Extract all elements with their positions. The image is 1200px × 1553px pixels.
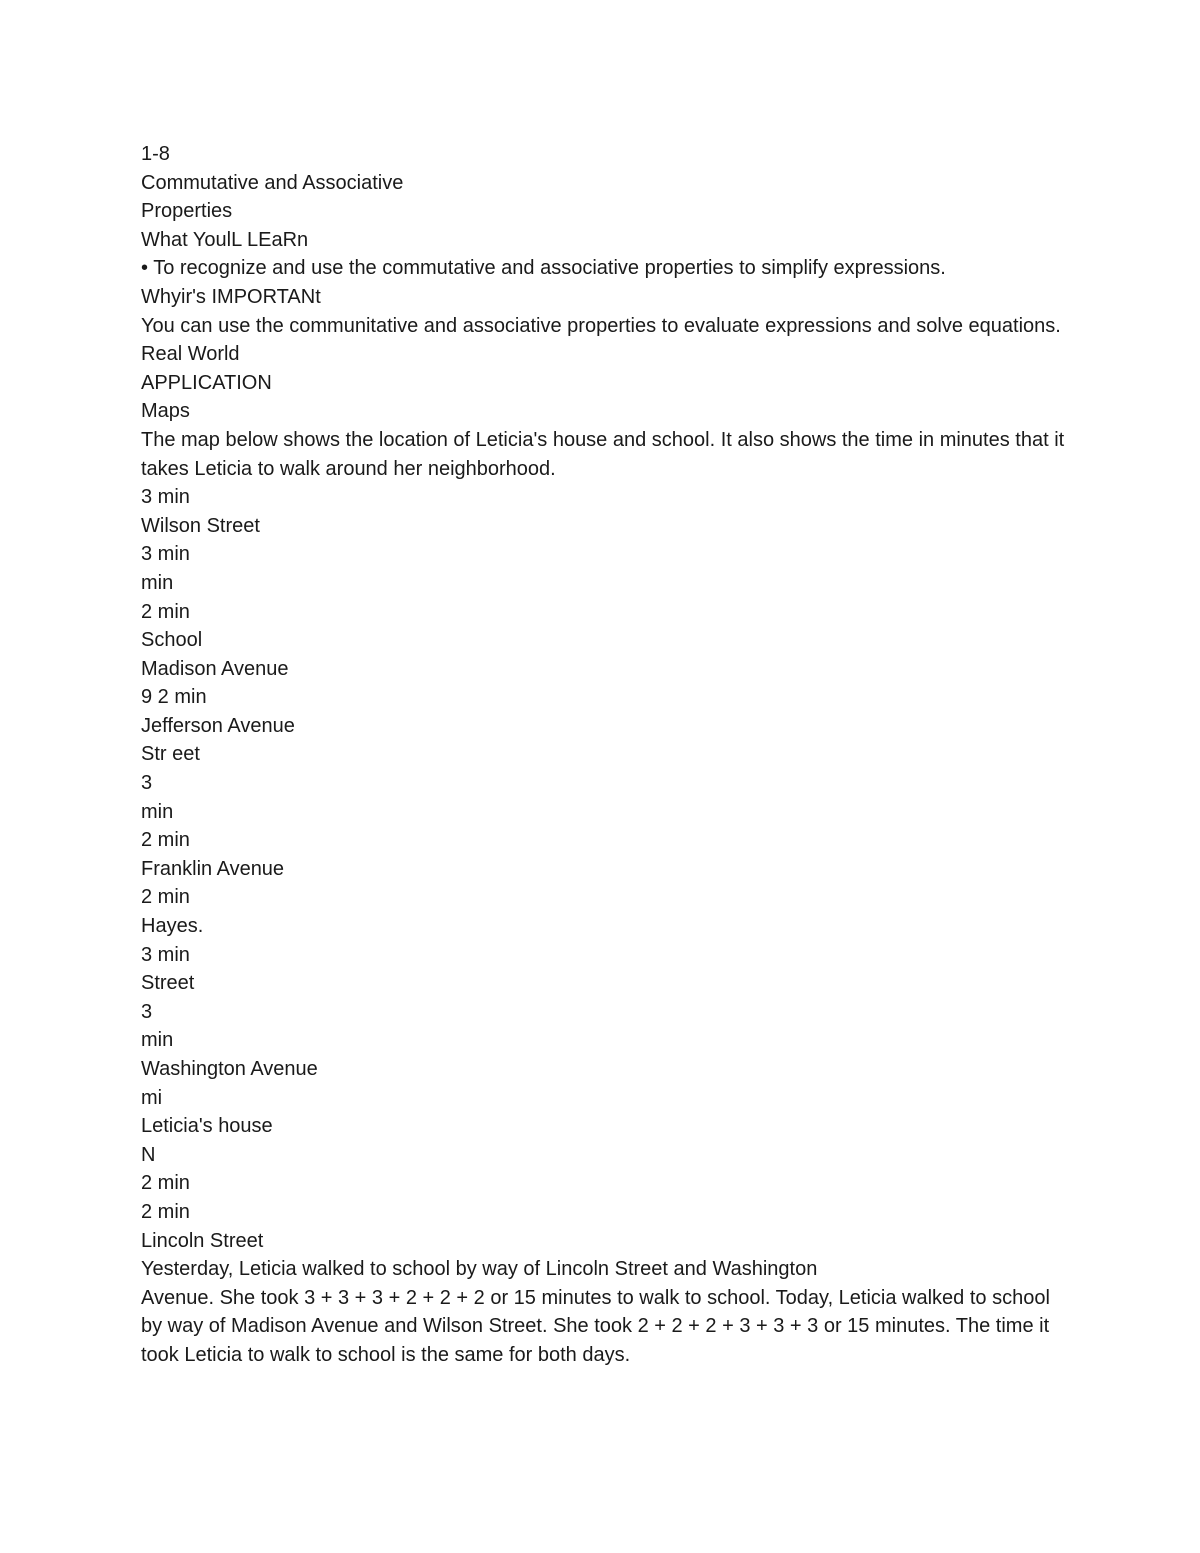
map-label: min: [141, 800, 174, 823]
yesterday-text-line: Yesterday, Leticia walked to school by way of Lincoln Street and Washington: [141, 1258, 818, 1281]
why-important-text: You can use the communitative and associative properties to evaluate expressions and solve equations.: [141, 314, 1061, 337]
map-label: 2 min: [141, 1172, 190, 1195]
lesson-number: 1-8: [141, 143, 170, 165]
map-label: Str eet: [141, 743, 200, 766]
map-label: Street: [141, 972, 195, 995]
closing-paragraph: Avenue. She took 3 + 3 + 3 + 2 + 2 + 2 or 15 minutes to walk to school. Today, Leticia walked to school by way of Madison Avenue and Wilson Street. She took 2 + 2 + 2 + 3 + 3 + 3 or 15 minutes. The time it took Leticia to walk to school is the same for both days.: [141, 1286, 1050, 1366]
map-label: N: [141, 1143, 156, 1166]
map-label: 2 min: [141, 829, 190, 852]
map-label: min: [141, 1029, 174, 1052]
map-label: Franklin Avenue: [141, 857, 285, 880]
application-label: APPLICATION: [141, 371, 272, 394]
map-label: mi: [141, 1086, 163, 1109]
maps-label: Maps: [141, 400, 190, 423]
map-label: 2 min: [141, 886, 190, 909]
map-label: 2 min: [141, 1200, 190, 1223]
map-label: Hayes.: [141, 915, 204, 938]
map-label: Jefferson Avenue: [141, 714, 295, 737]
map-intro-text: The map below shows the location of Leticia's house and school. It also shows the time in minutes that it takes Leticia to walk around her neighborhood.: [141, 428, 1065, 480]
map-label: 3 min: [141, 543, 190, 566]
learning-objective: • To recognize and use the commutative and associative properties to simplify expressions.: [141, 257, 946, 280]
map-label: 9 2 min: [141, 686, 207, 709]
lesson-title-line-1: Commutative and Associative: [141, 171, 404, 194]
map-label: Leticia's house: [141, 1115, 273, 1138]
lesson-title-line-2: Properties: [141, 200, 233, 223]
map-label: Lincoln Street: [141, 1229, 264, 1252]
map-label: 2 min: [141, 600, 190, 623]
map-label: 3: [141, 1000, 153, 1023]
map-label: School: [141, 629, 203, 652]
map-label: Madison Avenue: [141, 657, 289, 680]
map-label: 3 min: [141, 486, 190, 509]
map-label: 3: [141, 772, 153, 795]
map-label: min: [141, 571, 174, 594]
document-page: [141, 140, 1071, 1370]
map-label: 3 min: [141, 943, 190, 966]
real-world-label: Real World: [141, 343, 240, 366]
map-label: Wilson Street: [141, 514, 260, 537]
what-youll-learn-heading: What YoulL LEaRn: [141, 228, 309, 251]
why-important-heading: Whyir's IMPORTANt: [141, 285, 321, 308]
map-label: Washington Avenue: [141, 1058, 318, 1080]
